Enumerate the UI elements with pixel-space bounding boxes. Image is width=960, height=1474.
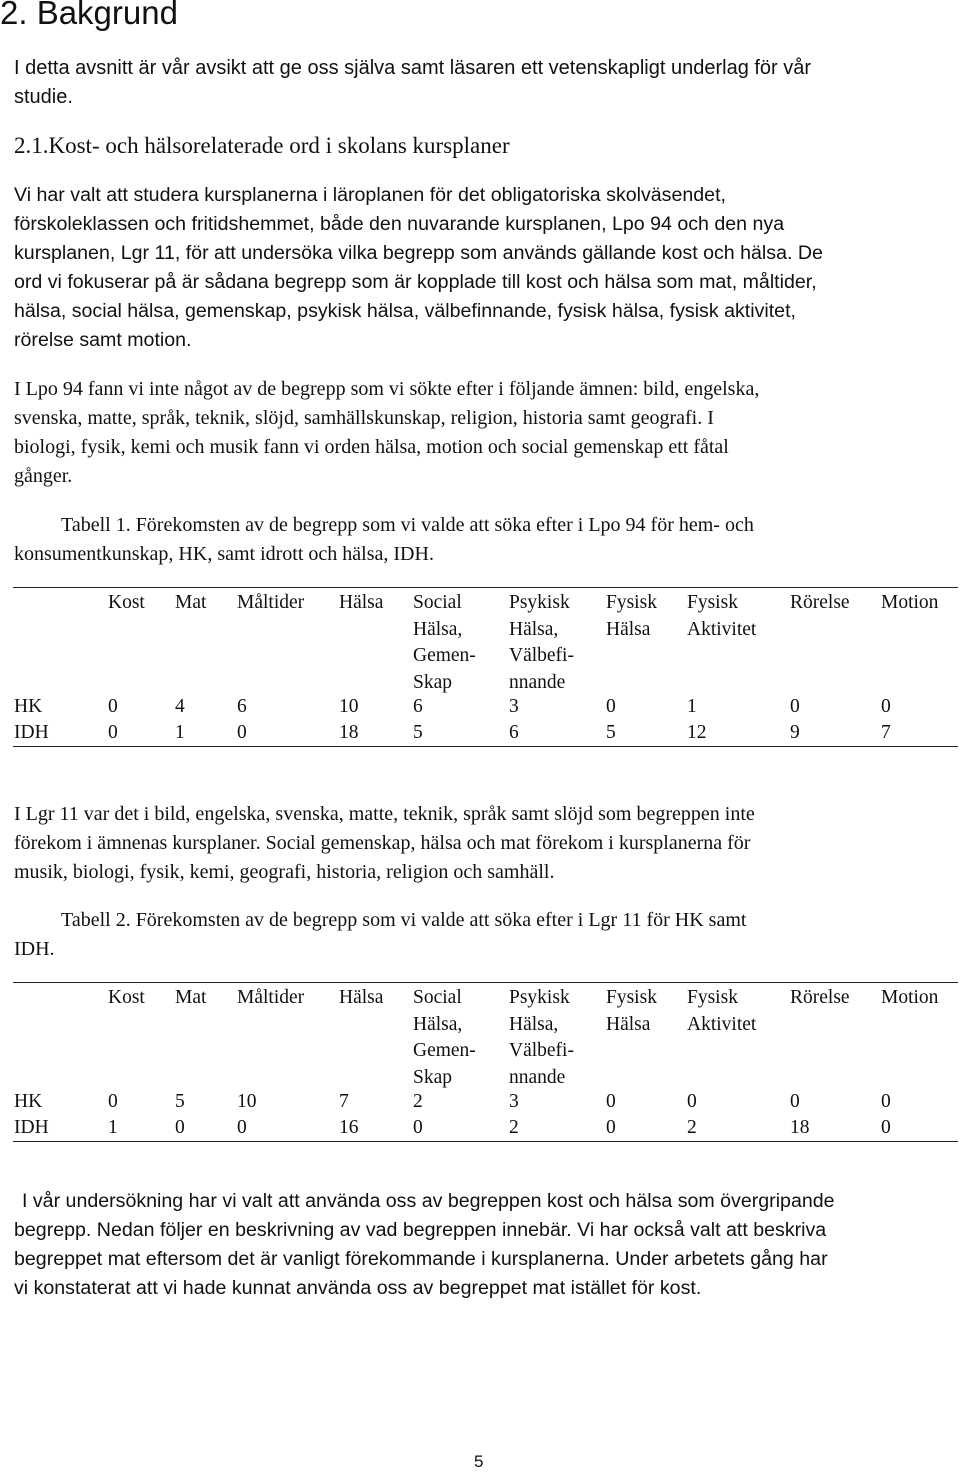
subsection-heading: 2.1.Kost- och hälsorelaterade ord i skolans kursplaner <box>14 133 510 158</box>
table2-header-rorelse: Rörelse <box>790 987 850 1008</box>
table2-cell: 3 <box>509 1091 519 1112</box>
table1-cell: 0 <box>790 696 800 717</box>
table2-row-idh-label: IDH <box>14 1117 49 1138</box>
para1-line-2: förskoleklassen och fritidshemmet, både den nuvarande kursplanen, Lpo 94 och den nya <box>14 213 785 235</box>
table1-header-social: Social Hälsa, Gemen- Skap <box>413 592 476 693</box>
table2-header-fysisk-halsa: Fysisk Hälsa <box>606 987 657 1035</box>
para2-line-2: svenska, matte, språk, teknik, slöjd, samhällskunskap, religion, historia samt geografi. I <box>14 407 714 429</box>
intro-line-2: studie. <box>14 86 73 108</box>
table1-cell: 1 <box>175 722 185 743</box>
table1-header-maltider: Måltider <box>237 592 305 613</box>
table1-row-idh-label: IDH <box>14 722 49 743</box>
table2-top-rule <box>13 982 958 983</box>
table1-cell: 12 <box>687 722 707 743</box>
table2-header-halsa: Hälsa <box>339 987 384 1008</box>
table2-cell: 2 <box>413 1091 423 1112</box>
table2-cell: 0 <box>175 1117 185 1138</box>
page-number: 5 <box>474 1452 484 1471</box>
table1-header-fysisk-halsa: Fysisk Hälsa <box>606 592 657 640</box>
table2-cell: 16 <box>339 1117 359 1138</box>
table1-row-hk-label: HK <box>14 696 43 717</box>
para2-line-3: biologi, fysik, kemi och musik fann vi orden hälsa, motion och social gemenskap ett fåtal <box>14 436 729 458</box>
para4-line-4: vi konstaterat att vi hade kunnat använda oss av begreppet mat istället för kost. <box>14 1277 702 1299</box>
table1-caption-line-2: konsumentkunskap, HK, samt idrott och hälsa, IDH. <box>14 543 434 565</box>
para3-line-3: musik, biologi, fysik, kemi, geografi, historia, religion och samhäll. <box>14 861 555 883</box>
para1-line-5: hälsa, social hälsa, gemenskap, psykisk hälsa, välbefinnande, fysisk hälsa, fysisk aktivitet, <box>14 300 796 322</box>
table2-cell: 0 <box>881 1117 891 1138</box>
table1-cell: 0 <box>108 722 118 743</box>
table1-cell: 9 <box>790 722 800 743</box>
table2-header-psykisk: Psykisk Hälsa, Välbefi- nnande <box>509 987 574 1088</box>
table2-cell: 0 <box>108 1091 118 1112</box>
table2-cell: 2 <box>509 1117 519 1138</box>
table1-cell: 5 <box>606 722 616 743</box>
table1-cell: 0 <box>881 696 891 717</box>
section-heading: 2. Bakgrund <box>0 0 178 31</box>
table1-header-halsa: Hälsa <box>339 592 384 613</box>
para1-line-1: Vi har valt att studera kursplanerna i läroplanen för det obligatoriska skolväsendet, <box>14 184 726 206</box>
table1-header-motion: Motion <box>881 592 939 613</box>
table1-header-rorelse: Rörelse <box>790 592 850 613</box>
table2-header-motion: Motion <box>881 987 939 1008</box>
table2-cell: 0 <box>606 1117 616 1138</box>
table2-caption-line-2: IDH. <box>14 938 55 960</box>
table2-cell: 5 <box>175 1091 185 1112</box>
table1-header-psykisk: Psykisk Hälsa, Välbefi- nnande <box>509 592 574 693</box>
table2-cell: 7 <box>339 1091 349 1112</box>
para1-line-6: rörelse samt motion. <box>14 329 192 351</box>
table1-header-fysisk-aktivitet: Fysisk Aktivitet <box>687 592 757 640</box>
table1-caption-line-1: Tabell 1. Förekomsten av de begrepp som vi valde att söka efter i Lpo 94 för hem- och <box>61 514 754 536</box>
table2-cell: 0 <box>790 1091 800 1112</box>
table1-bottom-rule <box>13 746 958 747</box>
para2-line-4: gånger. <box>14 465 73 487</box>
table1-cell: 7 <box>881 722 891 743</box>
table2-cell: 18 <box>790 1117 810 1138</box>
para4-line-3: begreppet mat eftersom det är vanligt förekommande i kursplanerna. Under arbetets gång har <box>14 1248 828 1270</box>
table1-cell: 6 <box>509 722 519 743</box>
table1-header-mat: Mat <box>175 592 207 613</box>
para4-line-2: begrepp. Nedan följer en beskrivning av vad begreppen innebär. Vi har också valt att beskriva <box>14 1219 827 1241</box>
table1-cell: 18 <box>339 722 359 743</box>
para3-line-1: I Lgr 11 var det i bild, engelska, svenska, matte, teknik, språk samt slöjd som begreppen inte <box>14 803 755 825</box>
table2-cell: 0 <box>687 1091 697 1112</box>
para1-line-4: ord vi fokuserar på är sådana begrepp som är kopplade till kost och hälsa som mat, måltider, <box>14 271 817 293</box>
para2-line-1: I Lpo 94 fann vi inte något av de begrepp som vi sökte efter i följande ämnen: bild, engelska, <box>14 378 760 400</box>
table1-top-rule <box>13 587 958 588</box>
table2-header-kost: Kost <box>108 987 145 1008</box>
table1-cell: 4 <box>175 696 185 717</box>
table2-cell: 2 <box>687 1117 697 1138</box>
table1-cell: 6 <box>237 696 247 717</box>
table2-bottom-rule <box>13 1141 958 1142</box>
para4-line-1: I vår undersökning har vi valt att använda oss av begreppen kost och hälsa som övergripande <box>22 1190 835 1212</box>
table1-cell: 3 <box>509 696 519 717</box>
table2-cell: 10 <box>237 1091 257 1112</box>
table1-cell: 0 <box>237 722 247 743</box>
table2-cell: 1 <box>108 1117 118 1138</box>
table2-row-hk-label: HK <box>14 1091 43 1112</box>
table1-header-kost: Kost <box>108 592 145 613</box>
table1-cell: 10 <box>339 696 359 717</box>
table1-cell: 0 <box>108 696 118 717</box>
table2-cell: 0 <box>606 1091 616 1112</box>
para1-line-3: kursplanen, Lgr 11, för att undersöka vilka begrepp som används gällande kost och hälsa. De <box>14 242 823 264</box>
table2-cell: 0 <box>237 1117 247 1138</box>
table1-cell: 0 <box>606 696 616 717</box>
intro-line-1: I detta avsnitt är vår avsikt att ge oss själva samt läsaren ett vetenskapligt underlag för vår <box>14 57 812 79</box>
table1-cell: 6 <box>413 696 423 717</box>
table2-header-fysisk-aktivitet: Fysisk Aktivitet <box>687 987 757 1035</box>
table2-cell: 0 <box>413 1117 423 1138</box>
table1-cell: 5 <box>413 722 423 743</box>
table1-cell: 1 <box>687 696 697 717</box>
table2-caption-line-1: Tabell 2. Förekomsten av de begrepp som vi valde att söka efter i Lgr 11 för HK samt <box>61 909 747 931</box>
table2-header-maltider: Måltider <box>237 987 305 1008</box>
table2-header-mat: Mat <box>175 987 207 1008</box>
table2-cell: 0 <box>881 1091 891 1112</box>
para3-line-2: förekom i ämnenas kursplaner. Social gemenskap, hälsa och mat förekom i kursplanerna för <box>14 832 751 854</box>
table2-header-social: Social Hälsa, Gemen- Skap <box>413 987 476 1088</box>
